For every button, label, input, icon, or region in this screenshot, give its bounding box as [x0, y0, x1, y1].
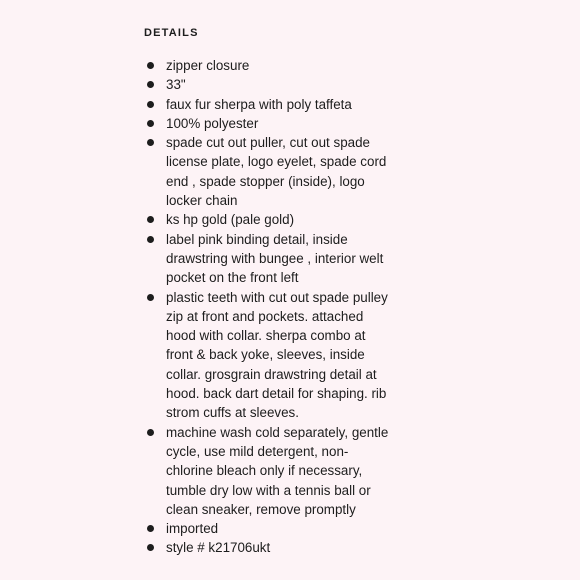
- detail-text: imported: [166, 521, 219, 537]
- bullet-icon: [147, 294, 154, 301]
- detail-text: label pink binding detail, inside drawstring with bungee , interior welt pocket on the front left: [166, 231, 384, 286]
- bullet-icon: [147, 525, 154, 532]
- detail-text: spade cut out puller, cut out spade license plate, logo eyelet, spade cord end , spade stopper (inside), logo locker chain: [166, 135, 387, 209]
- list-item: [144, 423, 394, 519]
- detail-text: style # k21706ukt: [166, 540, 271, 556]
- bullet-icon: [147, 429, 154, 436]
- bullet-icon: [147, 216, 154, 223]
- list-item: [144, 288, 394, 423]
- details-list: [144, 56, 394, 558]
- bullet-icon: [147, 120, 154, 127]
- bullet-icon: [147, 101, 154, 108]
- detail-text: 33": [166, 77, 186, 93]
- detail-text: ks hp gold (pale gold): [166, 212, 295, 228]
- list-item: [144, 210, 394, 229]
- detail-text: machine wash cold separately, gentle cycle, use mild detergent, non-chlorine bleach only if necessary, tumble dry low with a tennis ball or clean sneaker, remove promptly: [166, 424, 389, 517]
- bullet-icon: [147, 544, 154, 551]
- bullet-icon: [147, 139, 154, 146]
- detail-text: zipper closure: [166, 58, 250, 73]
- list-item: [144, 114, 394, 133]
- list-item: [144, 95, 394, 114]
- detail-text: plastic teeth with cut out spade pulley zip at front and pockets. attached hood with collar. sherpa combo at front & back yoke, sleeves, inside collar. grosgrain drawstring detail at hood. back dart detail for shaping. rib strom cuffs at sleeves.: [166, 289, 388, 421]
- details-heading: DETAILS: [144, 27, 199, 39]
- list-item: [144, 133, 394, 210]
- bullet-icon: [147, 236, 154, 243]
- bullet-icon: [147, 62, 154, 69]
- list-item: [144, 519, 394, 538]
- list-item: [144, 75, 394, 94]
- bullet-icon: [147, 81, 154, 88]
- detail-text: faux fur sherpa with poly taffeta: [166, 96, 352, 112]
- list-item: [144, 538, 394, 557]
- list-item: [144, 56, 394, 75]
- detail-text: 100% polyester: [166, 115, 259, 131]
- list-item: [144, 230, 394, 288]
